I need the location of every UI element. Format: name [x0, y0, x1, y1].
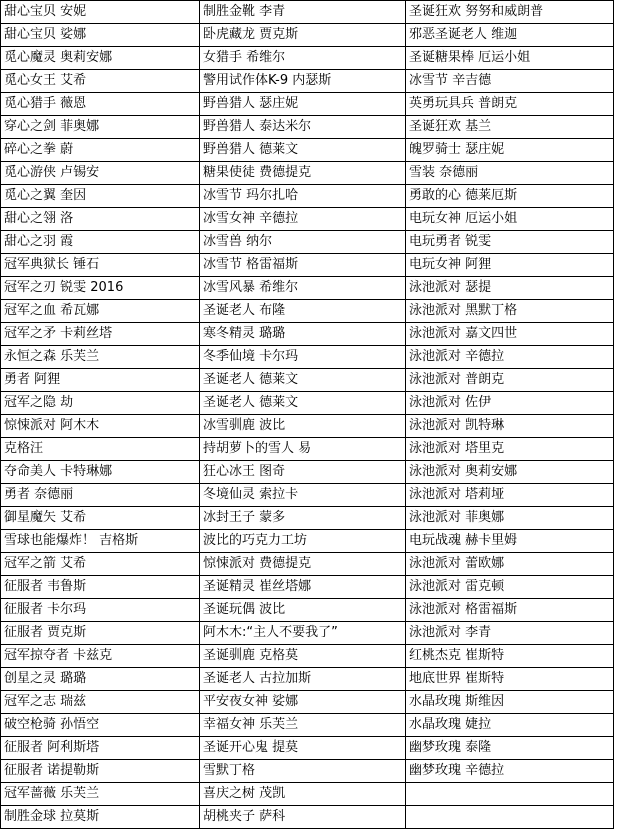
table-cell: 圣诞精灵 崔丝塔娜: [200, 576, 406, 599]
table-cell: 觅心女王 艾希: [1, 70, 200, 93]
table-cell: 甜心之羽 霞: [1, 231, 200, 254]
table-cell: 幽梦玫瑰 泰隆: [406, 737, 614, 760]
table-cell: 冰雪风暴 希维尔: [200, 277, 406, 300]
table-cell: 征服者 阿利斯塔: [1, 737, 200, 760]
table-cell: 泳池派对 辛德拉: [406, 346, 614, 369]
table-row: [1, 645, 614, 668]
table-cell: 幽梦玫瑰 辛德拉: [406, 760, 614, 783]
table-cell: 雪球也能爆炸！ 吉格斯: [1, 530, 200, 553]
table-cell: 征服者 诺提勒斯: [1, 760, 200, 783]
table-cell: [406, 806, 614, 829]
table-row: [1, 599, 614, 622]
table-cell: 觅心魔灵 奥莉安娜: [1, 47, 200, 70]
table-cell: 泳池派对 菲奥娜: [406, 507, 614, 530]
table-row: [1, 760, 614, 783]
table-cell: 持胡萝卜的雪人 易: [200, 438, 406, 461]
table-cell: 水晶玫瑰 斯维因: [406, 691, 614, 714]
table-cell: 制胜金球 拉莫斯: [1, 806, 200, 829]
table-cell: 甜心宝贝 安妮: [1, 1, 200, 24]
table-cell: 征服者 韦鲁斯: [1, 576, 200, 599]
table-cell: 泳池派对 凯特琳: [406, 415, 614, 438]
table-row: [1, 185, 614, 208]
table-cell: 冠军之刃 锐雯 2016: [1, 277, 200, 300]
table-cell: 狂心冰王 图奇: [200, 461, 406, 484]
table-cell: 雪装 奈德丽: [406, 162, 614, 185]
table-cell: 野兽猎人 德莱文: [200, 139, 406, 162]
table-row: [1, 438, 614, 461]
table-cell: 平安夜女神 娑娜: [200, 691, 406, 714]
table-row: [1, 323, 614, 346]
table-cell: 冠军之矛 卡莉丝塔: [1, 323, 200, 346]
table-row: [1, 484, 614, 507]
table-cell: 冠军蔷薇 乐芙兰: [1, 783, 200, 806]
table-cell: 泳池派对 瑟提: [406, 277, 614, 300]
table-cell: 泳池派对 李青: [406, 622, 614, 645]
table-cell: 制胜金靴 李青: [200, 1, 406, 24]
table-cell: 圣诞开心鬼 提莫: [200, 737, 406, 760]
table-cell: 泳池派对 嘉文四世: [406, 323, 614, 346]
table-cell: 圣诞狂欢 基兰: [406, 116, 614, 139]
table-cell: 征服者 卡尔玛: [1, 599, 200, 622]
table-cell: 幸福女神 乐芙兰: [200, 714, 406, 737]
table-cell: 圣诞狂欢 努努和威朗普: [406, 1, 614, 24]
table-cell: 冠军之志 瑞兹: [1, 691, 200, 714]
table-row: [1, 737, 614, 760]
table-cell: 圣诞老人 德莱文: [200, 392, 406, 415]
table-cell: 圣诞玩偶 波比: [200, 599, 406, 622]
table-cell: 水晶玫瑰 婕拉: [406, 714, 614, 737]
table-cell: 征服者 贾克斯: [1, 622, 200, 645]
table-row: [1, 277, 614, 300]
table-cell: 野兽猎人 瑟庄妮: [200, 93, 406, 116]
table-row: [1, 461, 614, 484]
table-row: [1, 576, 614, 599]
table-cell: 觅心之翼 奎因: [1, 185, 200, 208]
table-row: [1, 1, 614, 24]
table-cell: 泳池派对 奥莉安娜: [406, 461, 614, 484]
table-cell: 惊悚派对 费德提克: [200, 553, 406, 576]
table-row: [1, 668, 614, 691]
table-cell: 夺命美人 卡特琳娜: [1, 461, 200, 484]
table-cell: 雪默丁格: [200, 760, 406, 783]
table-cell: 甜心之翎 洛: [1, 208, 200, 231]
table-cell: 警用试作体K-9 内瑟斯: [200, 70, 406, 93]
table-cell: 冬境仙灵 索拉卡: [200, 484, 406, 507]
table-row: [1, 24, 614, 47]
table-cell: 泳池派对 格雷福斯: [406, 599, 614, 622]
table-cell: 甜心宝贝 娑娜: [1, 24, 200, 47]
table-cell: 泳池派对 雷克顿: [406, 576, 614, 599]
table-cell: 冰封王子 蒙多: [200, 507, 406, 530]
table-cell: 惊悚派对 阿木木: [1, 415, 200, 438]
table-cell: 魄罗骑士 瑟庄妮: [406, 139, 614, 162]
table-cell: 红桃杰克 崔斯特: [406, 645, 614, 668]
table-row: [1, 254, 614, 277]
table-cell: 邪恶圣诞老人 维迦: [406, 24, 614, 47]
table-row: [1, 162, 614, 185]
table-cell: 喜庆之树 茂凯: [200, 783, 406, 806]
table-row: [1, 93, 614, 116]
table-row: [1, 208, 614, 231]
table-cell: 泳池派对 蕾欧娜: [406, 553, 614, 576]
table-row: [1, 70, 614, 93]
table-cell: 泳池派对 塔莉垭: [406, 484, 614, 507]
table-cell: 冰雪驯鹿 波比: [200, 415, 406, 438]
table-cell: 泳池派对 普朗克: [406, 369, 614, 392]
table-cell: 圣诞老人 古拉加斯: [200, 668, 406, 691]
table-cell: 破空枪骑 孙悟空: [1, 714, 200, 737]
table-row: [1, 47, 614, 70]
table-row: [1, 116, 614, 139]
table-row: [1, 691, 614, 714]
table-row: [1, 392, 614, 415]
table-cell: 穿心之剑 菲奥娜: [1, 116, 200, 139]
table-cell: 觅心猎手 薇恩: [1, 93, 200, 116]
table-cell: 寒冬精灵 璐璐: [200, 323, 406, 346]
table-cell: 糖果使徒 费德提克: [200, 162, 406, 185]
table-cell: 泳池派对 塔里克: [406, 438, 614, 461]
table-cell: 冠军之血 希瓦娜: [1, 300, 200, 323]
table-cell: 电玩勇者 锐雯: [406, 231, 614, 254]
table-row: [1, 139, 614, 162]
table-cell: 电玩战魂 赫卡里姆: [406, 530, 614, 553]
table-row: [1, 806, 614, 829]
table-row: [1, 300, 614, 323]
table-cell: 圣诞驯鹿 克格莫: [200, 645, 406, 668]
table-row: [1, 507, 614, 530]
table-cell: 碎心之拳 蔚: [1, 139, 200, 162]
table-cell: 卧虎藏龙 贾克斯: [200, 24, 406, 47]
table-cell: [406, 783, 614, 806]
table-cell: 野兽猎人 泰达米尔: [200, 116, 406, 139]
table-cell: 冰雪兽 纳尔: [200, 231, 406, 254]
table-cell: 泳池派对 黑默丁格: [406, 300, 614, 323]
table-row: [1, 231, 614, 254]
table-cell: 冬季仙境 卡尔玛: [200, 346, 406, 369]
table-cell: 勇者 阿狸: [1, 369, 200, 392]
table-cell: 阿木木:“主人不要我了”: [200, 622, 406, 645]
table-cell: 泳池派对 佐伊: [406, 392, 614, 415]
table-cell: 冠军典狱长 锤石: [1, 254, 200, 277]
table-cell: 创星之灵 璐璐: [1, 668, 200, 691]
table-cell: 勇敢的心 德莱厄斯: [406, 185, 614, 208]
table-cell: 圣诞老人 布隆: [200, 300, 406, 323]
table-cell: 女猎手 希维尔: [200, 47, 406, 70]
table-cell: 冠军之箭 艾希: [1, 553, 200, 576]
table-row: [1, 346, 614, 369]
table-row: [1, 530, 614, 553]
table-row: [1, 415, 614, 438]
table-cell: 冠军之隐 劫: [1, 392, 200, 415]
table-cell: 冠军掠夺者 卡兹克: [1, 645, 200, 668]
table-cell: 冰雪节 辛吉德: [406, 70, 614, 93]
table-cell: 御星魔矢 艾希: [1, 507, 200, 530]
table-cell: 电玩女神 阿狸: [406, 254, 614, 277]
table-row: [1, 714, 614, 737]
table-cell: 冰雪女神 辛德拉: [200, 208, 406, 231]
table-cell: 觅心游侠 卢锡安: [1, 162, 200, 185]
table-row: [1, 622, 614, 645]
table-cell: 英勇玩具兵 普朗克: [406, 93, 614, 116]
table-cell: 圣诞老人 德莱文: [200, 369, 406, 392]
table-cell: 勇者 奈德丽: [1, 484, 200, 507]
skin-table-body: [1, 1, 614, 829]
table-cell: 冰雪节 玛尔扎哈: [200, 185, 406, 208]
table-row: [1, 369, 614, 392]
table-cell: 地底世界 崔斯特: [406, 668, 614, 691]
table-cell: 永恒之森 乐芙兰: [1, 346, 200, 369]
table-cell: 波比的巧克力工坊: [200, 530, 406, 553]
table-row: [1, 783, 614, 806]
table-row: [1, 553, 614, 576]
table-cell: 冰雪节 格雷福斯: [200, 254, 406, 277]
table-cell: 胡桃夹子 萨科: [200, 806, 406, 829]
table-cell: 圣诞糖果棒 厄运小姐: [406, 47, 614, 70]
table-cell: 电玩女神 厄运小姐: [406, 208, 614, 231]
table-cell: 克格汪: [1, 438, 200, 461]
